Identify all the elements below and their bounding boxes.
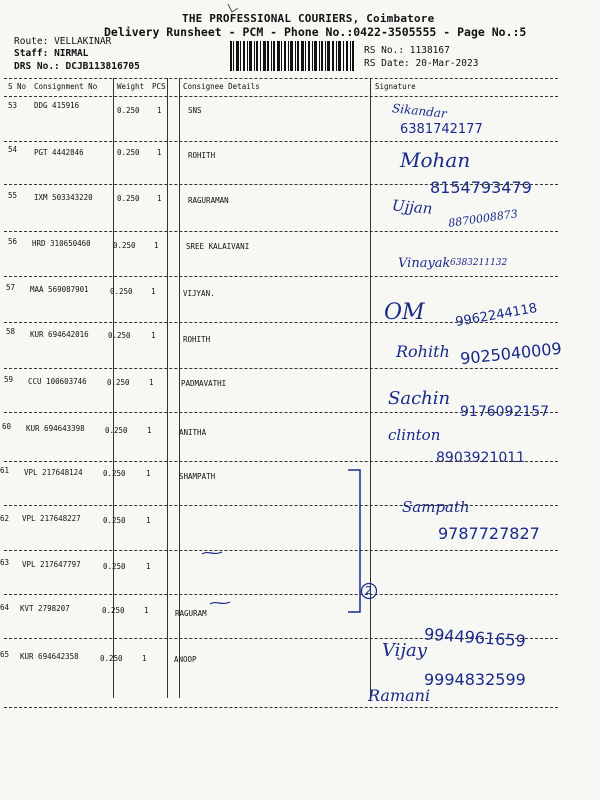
col-divider bbox=[370, 78, 371, 698]
company-title: THE PROFESSIONAL COURIERS, Coimbatore bbox=[182, 12, 435, 25]
row-weight: 0.250 bbox=[108, 331, 131, 340]
rs-no-label: RS No.: bbox=[364, 45, 405, 56]
row-sno: 54 bbox=[8, 145, 18, 154]
row-divider bbox=[4, 594, 558, 595]
signature-name: OM bbox=[384, 300, 425, 325]
row-consignment: KVT 2798207 bbox=[20, 604, 70, 613]
signature-phone: 9944961659 bbox=[423, 624, 527, 651]
row-consignee: SREE KALAIVANI bbox=[186, 242, 250, 251]
row-consignment: MAA 569087901 bbox=[30, 285, 89, 294]
row-pcs: 1 bbox=[144, 606, 149, 615]
signature-phone: 8870008873 bbox=[447, 207, 519, 230]
signature-name: Vijay bbox=[382, 640, 427, 661]
row-pcs: 1 bbox=[146, 516, 151, 525]
staff-label: Staff: bbox=[14, 48, 49, 59]
row-sno: 58 bbox=[6, 327, 16, 336]
signature-phone: 6381742177 bbox=[400, 122, 483, 137]
route-line bbox=[14, 36, 111, 47]
drs-label: DRS No.: bbox=[14, 61, 60, 72]
row-consignment: PGT 4442846 bbox=[34, 148, 84, 157]
row-consignee: ROHITH bbox=[183, 335, 211, 344]
signature-name: Rohith bbox=[396, 342, 450, 361]
route-value: VELLAKINAR bbox=[54, 36, 112, 47]
row-consignment: KUR 694642016 bbox=[30, 330, 89, 339]
row-pcs: 1 bbox=[154, 241, 159, 250]
row-sno: 60 bbox=[2, 422, 12, 431]
signature-name: Sampath bbox=[402, 498, 470, 516]
row-divider bbox=[4, 184, 558, 185]
row-pcs: 1 bbox=[157, 194, 162, 203]
row-weight: 0.250 bbox=[100, 654, 123, 663]
row-divider bbox=[4, 368, 558, 369]
col-divider bbox=[113, 78, 114, 698]
row-divider bbox=[4, 707, 558, 708]
row-divider bbox=[4, 231, 558, 232]
col-header-signature: Signature bbox=[375, 82, 416, 91]
row-weight: 0.250 bbox=[103, 516, 126, 525]
signature-phone: 8154793479 bbox=[430, 178, 532, 197]
row-pcs: 1 bbox=[146, 469, 151, 478]
signature-phone: 9176092157 bbox=[460, 404, 550, 420]
signature-phone: 9962244118 bbox=[454, 300, 539, 331]
row-consignee: VIJYAN. bbox=[183, 289, 215, 298]
ink-stroke-icon bbox=[200, 548, 224, 558]
signature-name: Ujjan bbox=[391, 196, 434, 218]
row-pcs: 1 bbox=[147, 426, 152, 435]
col-header-consignment: Consignment No bbox=[34, 82, 98, 91]
ink-stroke-icon bbox=[208, 598, 232, 608]
col-divider bbox=[179, 78, 180, 698]
row-consignment: KUR 694642358 bbox=[20, 652, 79, 661]
rs-date-line bbox=[364, 58, 478, 69]
col-header-sno: S No bbox=[8, 82, 27, 91]
row-weight: 0.250 bbox=[113, 241, 136, 250]
signature-name: clinton bbox=[388, 426, 441, 444]
row-sno: 53 bbox=[8, 101, 18, 110]
route-label: Route: bbox=[14, 36, 49, 47]
table-head-rule bbox=[4, 96, 558, 97]
row-consignee: SHAMPATH bbox=[179, 472, 216, 481]
signature-phone: 6383211132 bbox=[450, 258, 508, 268]
row-divider bbox=[4, 505, 558, 506]
row-sno: 63 bbox=[0, 558, 10, 567]
row-divider bbox=[4, 412, 558, 413]
signature-phone: 9025040009 bbox=[459, 338, 563, 369]
row-pcs: 1 bbox=[151, 331, 156, 340]
drs-line bbox=[14, 61, 140, 72]
rs-no-line bbox=[364, 45, 450, 56]
row-divider bbox=[4, 550, 558, 551]
row-consignee: ANITHA bbox=[179, 428, 207, 437]
col-header-pcs: PCS bbox=[152, 82, 166, 91]
row-pcs: 1 bbox=[151, 287, 156, 296]
staff-line bbox=[14, 48, 88, 59]
row-weight: 0.250 bbox=[102, 606, 125, 615]
row-weight: 0.250 bbox=[117, 106, 140, 115]
ink-stroke-icon bbox=[224, 2, 244, 18]
row-sno: 61 bbox=[0, 466, 10, 475]
row-pcs: 1 bbox=[146, 562, 151, 571]
row-pcs: 1 bbox=[157, 106, 162, 115]
row-sno: 62 bbox=[0, 514, 10, 523]
row-consignee: RAGURAMAN bbox=[188, 196, 229, 205]
row-weight: 0.250 bbox=[110, 287, 133, 296]
runsheet-title: Delivery Runsheet - PCM - Phone No.:0422-3505555 - Page No.:5 bbox=[104, 25, 527, 39]
signature-name: Sachin bbox=[388, 388, 451, 409]
row-weight: 0.250 bbox=[117, 194, 140, 203]
row-sno: 65 bbox=[0, 650, 10, 659]
signature-name: Mohan bbox=[400, 148, 471, 172]
signature-name: Vinayak bbox=[398, 256, 451, 271]
row-pcs: 1 bbox=[142, 654, 147, 663]
signature-phone: 8903921011 bbox=[436, 450, 526, 466]
row-pcs: 1 bbox=[149, 378, 154, 387]
row-consignee: PADMAVATHI bbox=[181, 379, 227, 388]
row-consignee: SNS bbox=[188, 106, 202, 115]
row-consignee: RAGURAM bbox=[175, 609, 207, 618]
row-divider bbox=[4, 141, 558, 142]
col-header-consignee: Consignee Details bbox=[183, 82, 260, 91]
row-consignment: HRD 310650460 bbox=[32, 239, 91, 248]
row-sno: 55 bbox=[8, 191, 18, 200]
row-sno: 59 bbox=[4, 375, 14, 384]
signature-phone: 9787727827 bbox=[438, 524, 540, 543]
row-consignment: CCU 100603746 bbox=[28, 377, 87, 386]
row-pcs: 1 bbox=[157, 148, 162, 157]
row-weight: 0.250 bbox=[103, 562, 126, 571]
row-consignment: VPL 217648124 bbox=[24, 468, 83, 477]
col-divider bbox=[167, 78, 168, 698]
row-sno: 57 bbox=[6, 283, 16, 292]
drs-value: DCJB113816705 bbox=[65, 61, 140, 72]
row-divider bbox=[4, 322, 558, 323]
barcode-icon bbox=[230, 41, 354, 71]
table-top-rule bbox=[4, 78, 558, 79]
row-consignment: DDG 415916 bbox=[34, 101, 80, 110]
handwritten-name: Ramani bbox=[368, 686, 431, 705]
row-divider bbox=[4, 276, 558, 277]
row-sno: 64 bbox=[0, 603, 10, 612]
staff-value: NIRMAL bbox=[54, 48, 89, 59]
col-header-weight: Weight bbox=[117, 82, 145, 91]
row-consignment: VPL 217648227 bbox=[22, 514, 81, 523]
row-consignee: ANOOP bbox=[174, 655, 197, 664]
rs-date-label: RS Date: bbox=[364, 58, 410, 69]
row-sno: 56 bbox=[8, 237, 18, 246]
row-weight: 0.250 bbox=[107, 378, 130, 387]
rs-no-value: 1138167 bbox=[409, 45, 450, 56]
signature-name: Sikandar bbox=[391, 101, 448, 121]
row-weight: 0.250 bbox=[105, 426, 128, 435]
row-weight: 0.250 bbox=[103, 469, 126, 478]
rs-date-value: 20-Mar-2023 bbox=[415, 58, 479, 69]
row-weight: 0.250 bbox=[117, 148, 140, 157]
circle-mark-label: 2 bbox=[365, 584, 372, 597]
row-consignment: IXM 503343220 bbox=[34, 193, 93, 202]
handwritten-phone: 9994832599 bbox=[424, 670, 526, 689]
row-consignee: ROHITH bbox=[188, 151, 216, 160]
row-divider bbox=[4, 461, 558, 462]
row-consignment: KUR 694643398 bbox=[26, 424, 85, 433]
row-consignment: VPL 217647797 bbox=[22, 560, 81, 569]
